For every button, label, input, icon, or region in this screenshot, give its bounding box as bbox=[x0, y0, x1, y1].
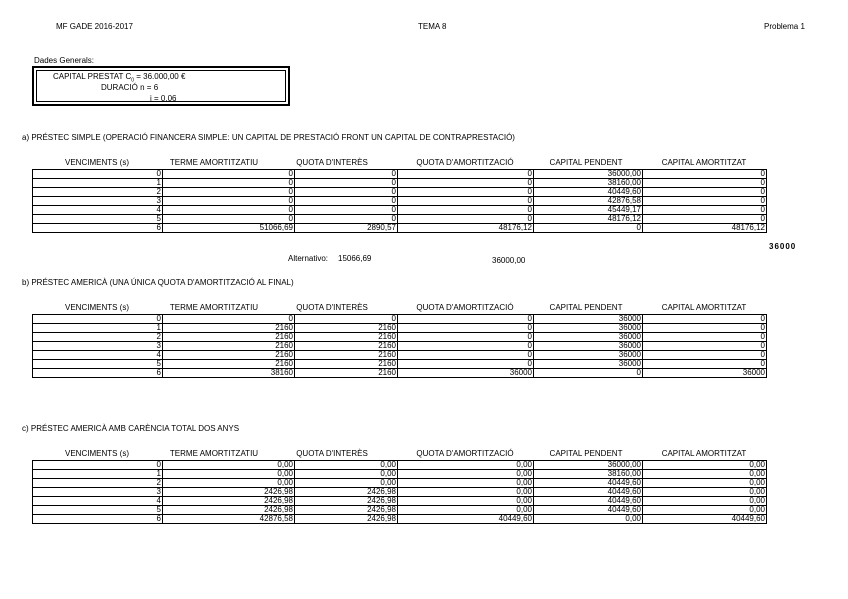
table-cell: 0 bbox=[163, 215, 295, 224]
table-row bbox=[33, 170, 767, 179]
table-cell: 4 bbox=[33, 351, 163, 360]
table-row bbox=[33, 215, 767, 224]
table-cell: 2160 bbox=[163, 351, 295, 360]
column-header: TERME AMORTITZATIU bbox=[169, 303, 259, 312]
section-a-title: a) PRÉSTEC SIMPLE (OPERACIÓ FINANCERA SIMPLE: UN CAPITAL DE PRESTACIÓ FRONT UN CAPITAL DE CONTRAPRESTACIÓ) bbox=[22, 133, 515, 142]
table-cell: 0 bbox=[398, 170, 534, 179]
table-cell: 40449,60 bbox=[534, 479, 643, 488]
column-header: CAPITAL PENDENT bbox=[549, 303, 623, 312]
column-header: CAPITAL AMORTITZAT bbox=[661, 449, 747, 458]
table-cell: 0,00 bbox=[163, 461, 295, 470]
table-row bbox=[33, 224, 767, 233]
table-cell: 0,00 bbox=[534, 515, 643, 524]
table-cell: 0 bbox=[295, 215, 398, 224]
table-cell: 48176,12 bbox=[534, 215, 643, 224]
table-cell: 0,00 bbox=[163, 470, 295, 479]
table-cell: 3 bbox=[33, 197, 163, 206]
table-row bbox=[33, 351, 767, 360]
table-cell: 0 bbox=[295, 206, 398, 215]
section-a-alt-value2: 36000,00 bbox=[492, 256, 526, 265]
column-header: CAPITAL PENDENT bbox=[549, 158, 623, 167]
table-cell: 36000 bbox=[534, 333, 643, 342]
duracio-row bbox=[101, 83, 158, 92]
table-cell: 2160 bbox=[295, 333, 398, 342]
table-cell: 0 bbox=[643, 179, 767, 188]
table-cell: 0 bbox=[295, 188, 398, 197]
table-cell: 0 bbox=[643, 324, 767, 333]
column-header: VENCIMENTS (s) bbox=[65, 303, 129, 312]
table-cell: 0,00 bbox=[163, 479, 295, 488]
table-cell: 0 bbox=[163, 170, 295, 179]
table-cell: 5 bbox=[33, 215, 163, 224]
table-cell: 0 bbox=[643, 215, 767, 224]
table-cell: 0 bbox=[534, 224, 643, 233]
table-cell: 0 bbox=[33, 315, 163, 324]
table-cell: 0 bbox=[398, 188, 534, 197]
table-cell: 2160 bbox=[295, 342, 398, 351]
table-cell: 36000,00 bbox=[534, 170, 643, 179]
column-header: CAPITAL AMORTITZAT bbox=[661, 303, 747, 312]
table-cell: 6 bbox=[33, 369, 163, 378]
table-cell: 0 bbox=[398, 324, 534, 333]
table-cell: 36000,00 bbox=[534, 461, 643, 470]
table-cell: 38160,00 bbox=[534, 470, 643, 479]
column-header: QUOTA D'AMORTITZACIÓ bbox=[416, 303, 514, 312]
capital-value: = 36.000,00 € bbox=[136, 72, 186, 81]
column-header: QUOTA D'AMORTITZACIÓ bbox=[416, 449, 514, 458]
table-cell: 5 bbox=[33, 360, 163, 369]
table-cell: 36000 bbox=[534, 351, 643, 360]
table-cell: 0 bbox=[643, 333, 767, 342]
table-cell: 4 bbox=[33, 206, 163, 215]
table-row bbox=[33, 461, 767, 470]
table-cell: 38160,00 bbox=[534, 179, 643, 188]
table-cell: 0,00 bbox=[643, 461, 767, 470]
duracio-label: DURACIÓ n bbox=[101, 83, 145, 92]
table-cell: 0 bbox=[295, 315, 398, 324]
table-cell: 0 bbox=[398, 342, 534, 351]
table-cell: 2160 bbox=[295, 324, 398, 333]
table-cell: 0 bbox=[398, 351, 534, 360]
table-cell: 0 bbox=[33, 461, 163, 470]
table-cell: 2426,98 bbox=[163, 497, 295, 506]
table-cell: 36000 bbox=[534, 315, 643, 324]
section-c-title: c) PRÉSTEC AMERICÀ AMB CARÈNCIA TOTAL DOS ANYS bbox=[22, 424, 240, 433]
column-header: VENCIMENTS (s) bbox=[65, 158, 129, 167]
section-b-title: b) PRÉSTEC AMERICÀ (UNA ÚNICA QUOTA D'AMORTITZACIÓ AL FINAL) bbox=[22, 278, 294, 287]
interes-value: = 0,06 bbox=[154, 94, 177, 103]
table-row bbox=[33, 506, 767, 515]
table-cell: 0 bbox=[534, 369, 643, 378]
general-data-box bbox=[32, 66, 290, 106]
table-cell: 0 bbox=[163, 206, 295, 215]
table-cell: 48176,12 bbox=[643, 224, 767, 233]
table-cell: 38160 bbox=[163, 369, 295, 378]
table-cell: 40449,60 bbox=[534, 497, 643, 506]
table-cell: 0 bbox=[163, 197, 295, 206]
table-cell: 42876,58 bbox=[534, 197, 643, 206]
table-cell: 0 bbox=[295, 170, 398, 179]
table-cell: 51066,69 bbox=[163, 224, 295, 233]
duracio-value: = 6 bbox=[146, 83, 159, 92]
table-row bbox=[33, 179, 767, 188]
column-header: TERME AMORTITZATIU bbox=[169, 158, 259, 167]
table-cell: 0 bbox=[643, 197, 767, 206]
table-row bbox=[33, 315, 767, 324]
table-cell: 2426,98 bbox=[295, 515, 398, 524]
table-cell: 2426,98 bbox=[163, 506, 295, 515]
table-cell: 0,00 bbox=[398, 488, 534, 497]
table-cell: 40449,60 bbox=[534, 506, 643, 515]
table-cell: 5 bbox=[33, 506, 163, 515]
table-cell: 0 bbox=[295, 197, 398, 206]
section-a-alt-value1: 15066,69 bbox=[338, 254, 372, 263]
table-cell: 0 bbox=[163, 188, 295, 197]
table-cell: 0,00 bbox=[643, 488, 767, 497]
table-cell: 0,00 bbox=[295, 470, 398, 479]
column-header: CAPITAL AMORTITZAT bbox=[661, 158, 747, 167]
table-cell: 0,00 bbox=[643, 497, 767, 506]
table-cell: 0 bbox=[643, 351, 767, 360]
table-cell: 36000 bbox=[398, 369, 534, 378]
column-header: QUOTA D'INTERÈS bbox=[296, 449, 368, 458]
table-cell: 0 bbox=[163, 179, 295, 188]
table-cell: 0 bbox=[398, 315, 534, 324]
table-cell: 0 bbox=[398, 333, 534, 342]
table-cell: 2160 bbox=[163, 333, 295, 342]
table-cell: 1 bbox=[33, 179, 163, 188]
table-cell: 3 bbox=[33, 342, 163, 351]
table-cell: 2 bbox=[33, 479, 163, 488]
table-cell: 1 bbox=[33, 324, 163, 333]
table-row bbox=[33, 369, 767, 378]
column-header: QUOTA D'AMORTITZACIÓ bbox=[416, 158, 514, 167]
table-cell: 2160 bbox=[163, 342, 295, 351]
table-row bbox=[33, 360, 767, 369]
table-cell: 2160 bbox=[295, 369, 398, 378]
table-cell: 0 bbox=[398, 360, 534, 369]
column-header: CAPITAL PENDENT bbox=[549, 449, 623, 458]
table-cell: 0,00 bbox=[398, 461, 534, 470]
table-row bbox=[33, 479, 767, 488]
table-cell: 0 bbox=[163, 315, 295, 324]
section-b-column-headers bbox=[32, 303, 766, 313]
table-cell: 0 bbox=[643, 342, 767, 351]
table-cell: 0 bbox=[398, 179, 534, 188]
table-cell: 0,00 bbox=[643, 479, 767, 488]
section-c-column-headers bbox=[32, 449, 766, 459]
table-cell: 2160 bbox=[163, 324, 295, 333]
header-center: TEMA 8 bbox=[418, 22, 447, 31]
section-a-side-value: 36000 bbox=[769, 242, 797, 251]
table-cell: 0 bbox=[33, 170, 163, 179]
table-cell: 2 bbox=[33, 188, 163, 197]
table-cell: 2160 bbox=[163, 360, 295, 369]
header-right: Problema 1 bbox=[764, 22, 805, 31]
table-cell: 2426,98 bbox=[163, 488, 295, 497]
section-a-alt-label: Alternativo: bbox=[288, 254, 329, 263]
table-cell: 2160 bbox=[295, 351, 398, 360]
table-cell: 0,00 bbox=[398, 497, 534, 506]
table-cell: 0 bbox=[643, 315, 767, 324]
table-cell: 36000 bbox=[534, 360, 643, 369]
table-cell: 0,00 bbox=[295, 479, 398, 488]
column-header: VENCIMENTS (s) bbox=[65, 449, 129, 458]
table-cell: 2890,57 bbox=[295, 224, 398, 233]
table-cell: 0,00 bbox=[398, 470, 534, 479]
table-row bbox=[33, 324, 767, 333]
table-cell: 4 bbox=[33, 497, 163, 506]
table-cell: 0,00 bbox=[295, 461, 398, 470]
interes-label: i bbox=[150, 94, 152, 103]
table-cell: 40449,60 bbox=[643, 515, 767, 524]
table-cell: 42876,58 bbox=[163, 515, 295, 524]
table-cell: 2426,98 bbox=[295, 506, 398, 515]
column-header: QUOTA D'INTERÈS bbox=[296, 303, 368, 312]
section-a-column-headers bbox=[32, 158, 766, 168]
column-header: QUOTA D'INTERÈS bbox=[296, 158, 368, 167]
table-cell: 0 bbox=[643, 188, 767, 197]
table-cell: 0 bbox=[643, 360, 767, 369]
column-header: TERME AMORTITZATIU bbox=[169, 449, 259, 458]
table-row bbox=[33, 206, 767, 215]
table-cell: 40449,60 bbox=[398, 515, 534, 524]
interes-row bbox=[150, 94, 176, 103]
table-row bbox=[33, 497, 767, 506]
table-row bbox=[33, 333, 767, 342]
section-a-table bbox=[32, 169, 767, 233]
table-cell: 2 bbox=[33, 333, 163, 342]
table-cell: 40449,60 bbox=[534, 188, 643, 197]
table-row bbox=[33, 188, 767, 197]
table-cell: 0 bbox=[398, 206, 534, 215]
capital-sub: 0 bbox=[131, 77, 135, 84]
table-cell: 40449,60 bbox=[534, 488, 643, 497]
table-cell: 36000 bbox=[534, 324, 643, 333]
table-cell: 0,00 bbox=[398, 479, 534, 488]
table-row bbox=[33, 488, 767, 497]
capital-label: CAPITAL PRESTAT C bbox=[53, 72, 132, 81]
table-cell: 6 bbox=[33, 515, 163, 524]
table-cell: 48176,12 bbox=[398, 224, 534, 233]
table-cell: 2426,98 bbox=[295, 488, 398, 497]
table-cell: 0,00 bbox=[643, 470, 767, 479]
table-cell: 45449,17 bbox=[534, 206, 643, 215]
table-cell: 0 bbox=[398, 215, 534, 224]
table-cell: 1 bbox=[33, 470, 163, 479]
table-cell: 2160 bbox=[295, 360, 398, 369]
table-cell: 0 bbox=[398, 197, 534, 206]
capital-row bbox=[53, 72, 185, 84]
table-row bbox=[33, 197, 767, 206]
table-cell: 0 bbox=[295, 179, 398, 188]
table-cell: 0,00 bbox=[398, 506, 534, 515]
table-cell: 2426,98 bbox=[295, 497, 398, 506]
general-title: Dades Generals: bbox=[34, 56, 95, 65]
table-cell: 36000 bbox=[534, 342, 643, 351]
table-cell: 3 bbox=[33, 488, 163, 497]
table-cell: 0,00 bbox=[643, 506, 767, 515]
table-cell: 0 bbox=[643, 206, 767, 215]
table-cell: 6 bbox=[33, 224, 163, 233]
table-cell: 0 bbox=[643, 170, 767, 179]
section-b-table bbox=[32, 314, 767, 378]
table-row bbox=[33, 515, 767, 524]
section-c-table bbox=[32, 460, 767, 524]
table-row bbox=[33, 342, 767, 351]
table-row bbox=[33, 470, 767, 479]
header-left: MF GADE 2016-2017 bbox=[56, 22, 133, 31]
table-cell: 36000 bbox=[643, 369, 767, 378]
